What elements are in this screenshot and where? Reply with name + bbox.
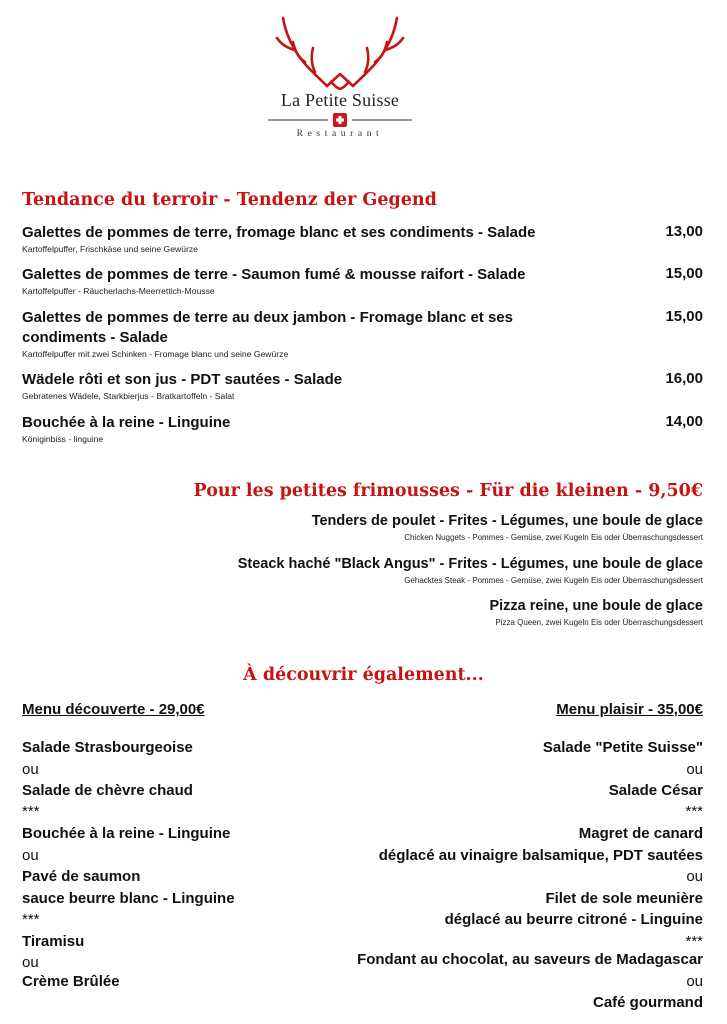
menu-decouverte-heading: Menu découverte - 29,00€ [22, 701, 205, 718]
kids-dish-name: Steack haché "Black Angus" - Frites - Légumes, une boule de glace [237, 556, 703, 572]
dish-translation: Kartoffelpuffer mit zwei Schinken - Fromage blanc und seine Gewürze [22, 349, 289, 359]
kids-dish-name: Pizza reine, une boule de glace [489, 598, 703, 614]
menu-left-line: Salade de chèvre chaud [22, 782, 193, 799]
menu-left-line: *** [22, 911, 40, 928]
kids-dish-translation: Pizza Queen, zwei Kugeln Eis oder Überraschungsdessert [495, 618, 703, 627]
dish-translation: Gebratenes Wädele, Starkbierjus - Bratkartoffeln - Salat [22, 391, 235, 401]
menu-left-line: Tiramisu [22, 933, 85, 950]
kids-dish-translation: Chicken Nuggets - Pommes - Gemüse, zwei Kugeln Eis oder Überraschungsdessert [404, 533, 703, 542]
menu-left-line: ou [22, 761, 39, 778]
dish-price: 14,00 [665, 413, 703, 430]
menu-left-line: Crème Brûlée [22, 973, 120, 990]
menu-right-line: *** [685, 933, 703, 950]
brand-divider [260, 113, 420, 127]
dish-price: 15,00 [665, 265, 703, 282]
menu-right-line: ou [686, 868, 703, 885]
menu-right-line: déglacé au beurre citroné - Linguine [444, 911, 703, 928]
menu-left-line: ou [22, 847, 39, 864]
menu-right-line: Salade César [608, 782, 703, 799]
menu-right-line: Magret de canard [578, 825, 703, 842]
menu-right-line: Salade "Petite Suisse" [542, 739, 703, 756]
menu-right-line: Café gourmand [592, 994, 703, 1011]
menu-left-line: Pavé de saumon [22, 868, 141, 885]
menu-left-line: sauce beurre blanc - Linguine [22, 890, 235, 907]
menu-right-line: Filet de sole meunière [545, 890, 703, 907]
brand-subtitle: Restaurant [296, 129, 384, 139]
menu-right-line: ou [686, 761, 703, 778]
menu-right-line: ou [686, 973, 703, 990]
section-title-kids: Pour les petites frimousses - Für die kleinen - 9,50€ [193, 481, 703, 501]
menu-left-line: ou [22, 954, 39, 971]
dish-name: Galettes de pommes de terre - Saumon fumé & mousse raifort - Salade [22, 266, 526, 283]
kids-dish-translation: Gehacktes Steak - Pommes - Gemüse, zwei Kugeln Eis oder Überraschungsdessert [404, 576, 703, 585]
restaurant-logo [260, 12, 420, 147]
dish-price: 16,00 [665, 370, 703, 387]
menu-left-line: *** [22, 803, 40, 820]
section-title-terroir: Tendance du terroir - Tendenz der Gegend [22, 190, 437, 210]
menu-right-line: Fondant au chocolat, au saveurs de Madagascar [357, 951, 703, 968]
dish-translation: Kartoffelpuffer - Räucherlachs-Meerrettich-Mousse [22, 286, 215, 296]
dish-name: Galettes de pommes de terre au deux jambon - Fromage blanc et ses [22, 309, 513, 326]
menu-right-line: déglacé au vinaigre balsamique, PDT sautées [378, 847, 703, 864]
dish-translation: Kartoffelpuffer, Frischkäse und seine Gewürze [22, 244, 198, 254]
deer-antlers-icon [275, 12, 405, 90]
dish-name: Bouchée à la reine - Linguine [22, 414, 231, 431]
menu-left-line: Bouchée à la reine - Linguine [22, 825, 231, 842]
section-title-discover: À découvrir également... [243, 665, 484, 685]
menu-plaisir-heading: Menu plaisir - 35,00€ [556, 701, 703, 718]
menu-right-line: *** [685, 803, 703, 820]
dish-name: Galettes de pommes de terre, fromage blanc et ses condiments - Salade [22, 224, 536, 241]
kids-dish-name: Tenders de poulet - Frites - Légumes, une boule de glace [311, 513, 703, 529]
dish-name: Wädele rôti et son jus - PDT sautées - Salade [22, 371, 343, 388]
dish-translation: Königinbiss - linguine [22, 434, 104, 444]
dish-price: 13,00 [665, 223, 703, 240]
menu-left-line: Salade Strasbourgeoise [22, 739, 193, 756]
dish-name-continued: condiments - Salade [22, 329, 168, 346]
brand-name: La Petite Suisse [280, 90, 400, 110]
dish-price: 15,00 [665, 308, 703, 325]
